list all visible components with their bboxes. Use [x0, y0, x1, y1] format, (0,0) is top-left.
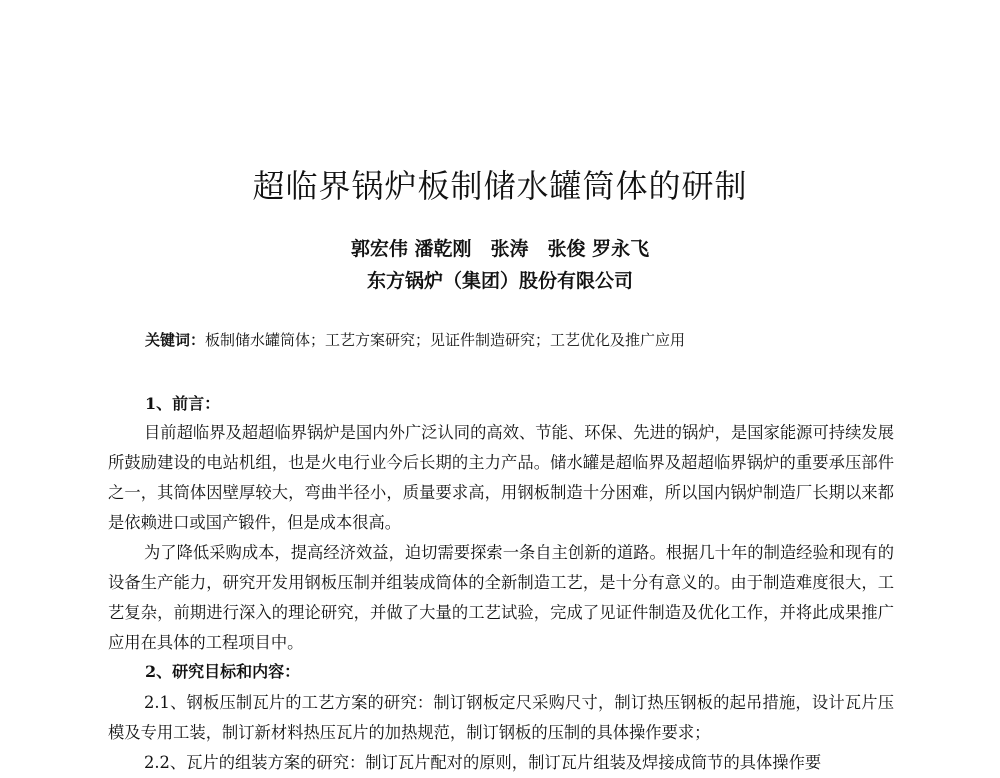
- paragraph-intro-2: 为了降低采购成本，提高经济效益，迫切需要探索一条自主创新的道路。根据几十年的制造经验和现有的设备生产能力，研究开发用钢板压制并组装成筒体的全新制造工艺，是十分有意义的。由于制造难度很大，工艺复杂，前期进行深入的理论研究，并做了大量的工艺试验，完成了见证件制造及优化工作，并将此成果推广应用在具体的工程项目中。: [108, 543, 894, 652]
- paragraph-goals-2-2: 2.2、瓦片的组装方案的研究：制订瓦片配对的原则，制订瓦片组装及焊接成筒节的具体操作要: [144, 753, 822, 772]
- section-heading-goals: 2、研究目标和内容：: [145, 662, 301, 681]
- keywords-label: 关键词：: [145, 331, 206, 349]
- paper-authors: 郭宏伟 潘乾刚 张涛 张俊 罗永飞: [350, 238, 650, 260]
- section-heading-intro: 1、前言：: [145, 394, 221, 413]
- paragraph-goals-2-1: 2.1、钢板压制瓦片的工艺方案的研究：制订钢板定尺采购尺寸，制订热压钢板的起吊措施，设计瓦片压模及专用工装，制订新材料热压瓦片的加热规范，制订钢板的压制的具体操作要求；: [108, 693, 894, 742]
- paper-title: 超临界锅炉板制储水罐筒体的研制: [252, 167, 748, 205]
- keywords-text: 板制储水罐筒体；工艺方案研究；见证件制造研究；工艺优化及推广应用: [205, 331, 686, 349]
- paper-affiliation: 东方锅炉（集团）股份有限公司: [366, 270, 633, 292]
- paragraph-intro-1: 目前超临界及超超临界锅炉是国内外广泛认同的高效、节能、环保、先进的锅炉，是国家能源可持续发展所鼓励建设的电站机组，也是火电行业今后长期的主力产品。储水罐是超临界及超超临界锅炉的重要承压部件之一，其筒体因壁厚较大，弯曲半径小，质量要求高，用钢板制造十分困难，所以国内锅炉制造厂长期以来都是依赖进口或国产锻件，但是成本很高。: [108, 423, 894, 532]
- keywords-line: [145, 328, 905, 352]
